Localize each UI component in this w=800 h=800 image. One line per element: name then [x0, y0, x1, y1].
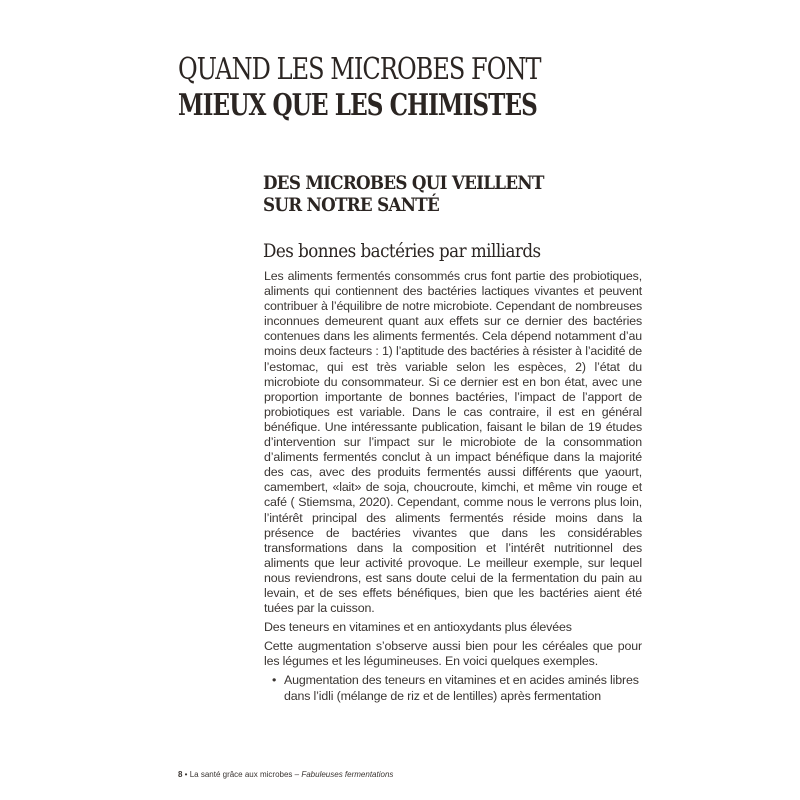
bullet-list-item — [264, 673, 642, 703]
book-title: Fabuleuses fermentations — [301, 770, 394, 779]
chapter-title-line1: QUAND LES MICROBES FONT — [178, 52, 541, 87]
footer-dash: – — [292, 770, 302, 779]
subsection-heading: Des bonnes bactéries par milliards — [263, 240, 541, 262]
section-title-line2: SUR NOTRE SANTÉ — [263, 194, 440, 216]
body-paragraph-1: Les aliments fermentés consommés crus font partie des probiotiques, aliments qui contiennent des bactéries lactiques vivantes et peuvent contribuer à l’équilibre de notre microbiote. Cependant de nombreuses inconnues demeurent quant aux effets sur ce dernier des bactéries contenues dans les aliments fermentés. Cela dépend notamment d’au moins deux facteurs : 1) l’aptitude des bactéries à résister à l’acidité de l’estomac, qui est très variable selon les espèces, 2) l’état du microbiote du consommateur. Si ce dernier est en bon état, avec une proportion importante de bonnes bactéries, l’impact de l’apport de probiotiques est variable. Dans le cas contraire, il est en général bénéfique. Une intéressante publication, faisant le bilan de 19 études d’intervention sur l’impact sur le microbiote de la consommation d’aliments fermentés conclut à un impact bénéfique dans la majorité des cas, avec des produits fermentés aussi différents que yaourt, camembert, «lait» de soja, choucroute, kimchi, et même vin rouge et café ( Stiemsma, 2020). Cependant, comme nous le verrons plus loin, l’intérêt principal des aliments fermentés réside moins dans la présence de bactéries vivantes que dans les considérables transformations dans la composition et l’intérêt nutritionnel des aliments que leur activité provoque. Le meilleur exemple, sur lequel nous reviendrons, est sans doute celui de la fermentation du pain au levain, et de ses effets bénéfiques, bien que les bactéries aient été tuées par la cuisson. — [264, 269, 642, 616]
section-title-line1: DES MICROBES QUI VEILLENT — [263, 172, 544, 194]
body-text — [264, 269, 642, 704]
body-paragraph-2: Des teneurs en vitamines et en antioxydants plus élevées — [264, 620, 572, 635]
running-head: La santé grâce aux microbes — [189, 770, 293, 779]
chapter-title-line2: MIEUX QUE LES CHIMISTES — [178, 88, 537, 123]
page-footer — [178, 770, 393, 779]
page-number: 8 — [178, 770, 183, 779]
bullet-text: Augmentation des teneurs en vitamines et en acides aminés libres dans l’idli (mélange de riz et de lentilles) après fermentation — [284, 673, 639, 703]
section-title — [263, 172, 683, 216]
footer-separator: • — [182, 770, 190, 779]
chapter-title — [178, 52, 738, 124]
bullet-icon: • — [272, 673, 277, 688]
body-paragraph-3: Cette augmentation s’observe aussi bien pour les céréales que pour les légumes et les légumineuses. En voici quelques exemples. — [264, 639, 642, 669]
